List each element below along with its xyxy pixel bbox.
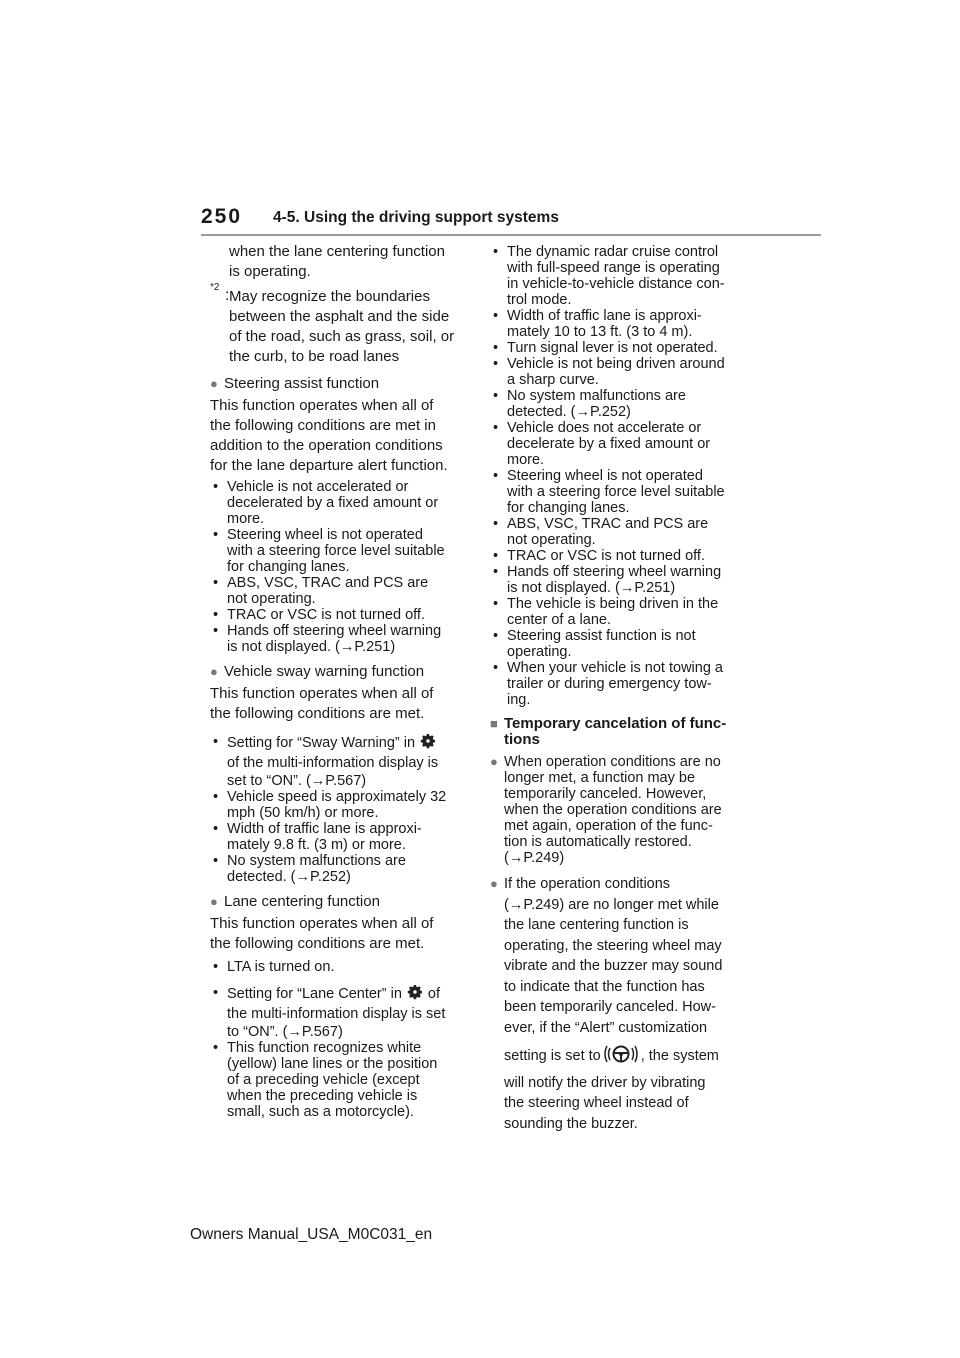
cancel-paragraph-1: ● When operation conditions are no longer met, a function may be temporarily canceled. However, when the operation conditions are met again, operation of the func- tion is automatically restored. (→P.249) — [490, 754, 722, 866]
list-item: • Vehicle does not accelerate or decelerate by a fixed amount or more. — [493, 420, 711, 468]
bullet-dot-icon: ● — [210, 894, 218, 909]
section-title: 4-5. Using the driving support systems — [273, 209, 559, 226]
list-item: • Steering assist function is not operating. — [493, 628, 696, 660]
temporary-cancelation-heading: ■ Temporary cancelation of func- tions — [490, 715, 727, 748]
text-line: This function operates when all of — [210, 397, 434, 414]
steering-assist-heading: ● Steering assist function — [210, 375, 380, 392]
footnote-mark: *2 — [210, 282, 220, 293]
sway-warning-heading: ● Vehicle sway warning function — [210, 663, 425, 680]
list-item: • Width of traffic lane is approxi- mately 10 to 13 ft. (3 to 4 m). — [493, 308, 702, 340]
text-line: of the road, such as grass, soil, or — [229, 328, 455, 345]
lane-centering-conditions-list — [210, 957, 470, 1120]
text-line: This function operates when all of — [210, 685, 434, 702]
text-line: for the lane departure alert function. — [210, 457, 448, 474]
text-line: May recognize the boundaries — [229, 288, 430, 305]
page-header — [201, 205, 821, 237]
bullet-dot-icon: ● — [490, 876, 498, 891]
text-line: the following conditions are met. — [210, 935, 425, 952]
right-column — [490, 242, 755, 1134]
square-bullet-icon: ■ — [490, 716, 498, 731]
list-item: • Width of traffic lane is approxi- mately 9.8 ft. (3 m) or more. — [213, 821, 422, 853]
list-item: • No system malfunctions are detected. (→P.252) — [213, 853, 406, 885]
list-item: • Vehicle speed is approximately 32 mph (50 km/h) or more. — [213, 789, 447, 821]
settings-gear-icon — [419, 732, 437, 750]
list-item: • The dynamic radar cruise control with full-speed range is operating in vehicle-to-vehicle distance con- trol mode. — [493, 244, 725, 308]
footer-doc-id: Owners Manual_USA_M0C031_en — [190, 1226, 433, 1243]
text-line: addition to the operation conditions — [210, 437, 443, 454]
text-line: the following conditions are met. — [210, 705, 425, 722]
left-column — [210, 242, 470, 1120]
lane-centering-conditions-list-cont — [490, 244, 755, 708]
list-item: • No system malfunctions are detected. (→P.252) — [493, 388, 686, 420]
text-line: is operating. — [229, 263, 311, 280]
list-item: • Hands off steering wheel warning is not displayed. (→P.251) — [213, 623, 442, 655]
footnote-colon: : — [225, 287, 230, 304]
list-item: • Steering wheel is not operated with a steering force level suitable for changing lanes. — [493, 468, 725, 516]
list-item: • ABS, VSC, TRAC and PCS are not operating. — [213, 575, 429, 607]
steering-wheel-vibration-icon — [601, 1044, 641, 1064]
bullet-dot-icon: ● — [490, 754, 498, 769]
list-item: • TRAC or VSC is not turned off. — [493, 548, 705, 564]
settings-gear-icon — [406, 983, 424, 1001]
footnote — [210, 282, 470, 367]
list-item: • Setting for “Sway Warning” in of the multi-information display is set to “ON”. (→P.567) — [213, 734, 439, 789]
lane-centering-body — [210, 914, 470, 954]
list-item: • TRAC or VSC is not turned off. — [213, 607, 425, 623]
bullet-dot-icon: ● — [210, 376, 218, 391]
bullet-dot-icon: ● — [210, 664, 218, 679]
list-item: • Steering wheel is not operated with a steering force level suitable for changing lanes. — [213, 527, 445, 575]
text-line: when the lane centering function — [229, 243, 445, 260]
steering-assist-body — [210, 396, 470, 476]
page-number: 250 — [201, 205, 243, 228]
sway-conditions-list — [210, 732, 470, 885]
text-line: between the asphalt and the side — [229, 308, 450, 325]
text-line: the curb, to be road lanes — [229, 348, 400, 365]
list-item: • This function recognizes white (yellow) lane lines or the position of a preceding vehicle (except when the preceding vehicle is small, such as a motorcycle). — [213, 1040, 438, 1120]
list-item: • Turn signal lever is not operated. — [493, 340, 718, 356]
sway-warning-body — [210, 684, 470, 724]
list-item: • Vehicle is not accelerated or decelerated by a fixed amount or more. — [213, 479, 439, 527]
list-item: • Hands off steering wheel warning is not displayed. (→P.251) — [493, 564, 722, 596]
list-item: • ABS, VSC, TRAC and PCS are not operating. — [493, 516, 709, 548]
list-item: • When your vehicle is not towing a trailer or during emergency tow- ing. — [493, 660, 723, 708]
text-line: the following conditions are met in — [210, 417, 436, 434]
list-item: • The vehicle is being driven in the center of a lane. — [493, 596, 719, 628]
cancel-paragraph-2: ● If the operation conditions (→P.249) are no longer met while the lane centering function is operating, the steering wheel may vibrate and the buzzer may sound to indicate that the function has been temporarily canceled. How- ever, if the “Alert” customization setting is set to , the system will notify the driver by vibrating the steering wheel instead of sounding the buzzer. — [490, 876, 723, 1132]
steering-conditions-list — [210, 479, 470, 655]
header-rule — [201, 234, 821, 236]
lane-centering-heading: ● Lane centering function — [210, 893, 380, 910]
list-item: • LTA is turned on. — [213, 959, 335, 975]
text-line: This function operates when all of — [210, 915, 434, 932]
list-item: • Vehicle is not being driven around a sharp curve. — [493, 356, 725, 388]
list-item: • Setting for “Lane Center” in of the multi-information display is set to “ON”. (→P.567) — [213, 985, 446, 1040]
intro-text — [210, 242, 470, 282]
